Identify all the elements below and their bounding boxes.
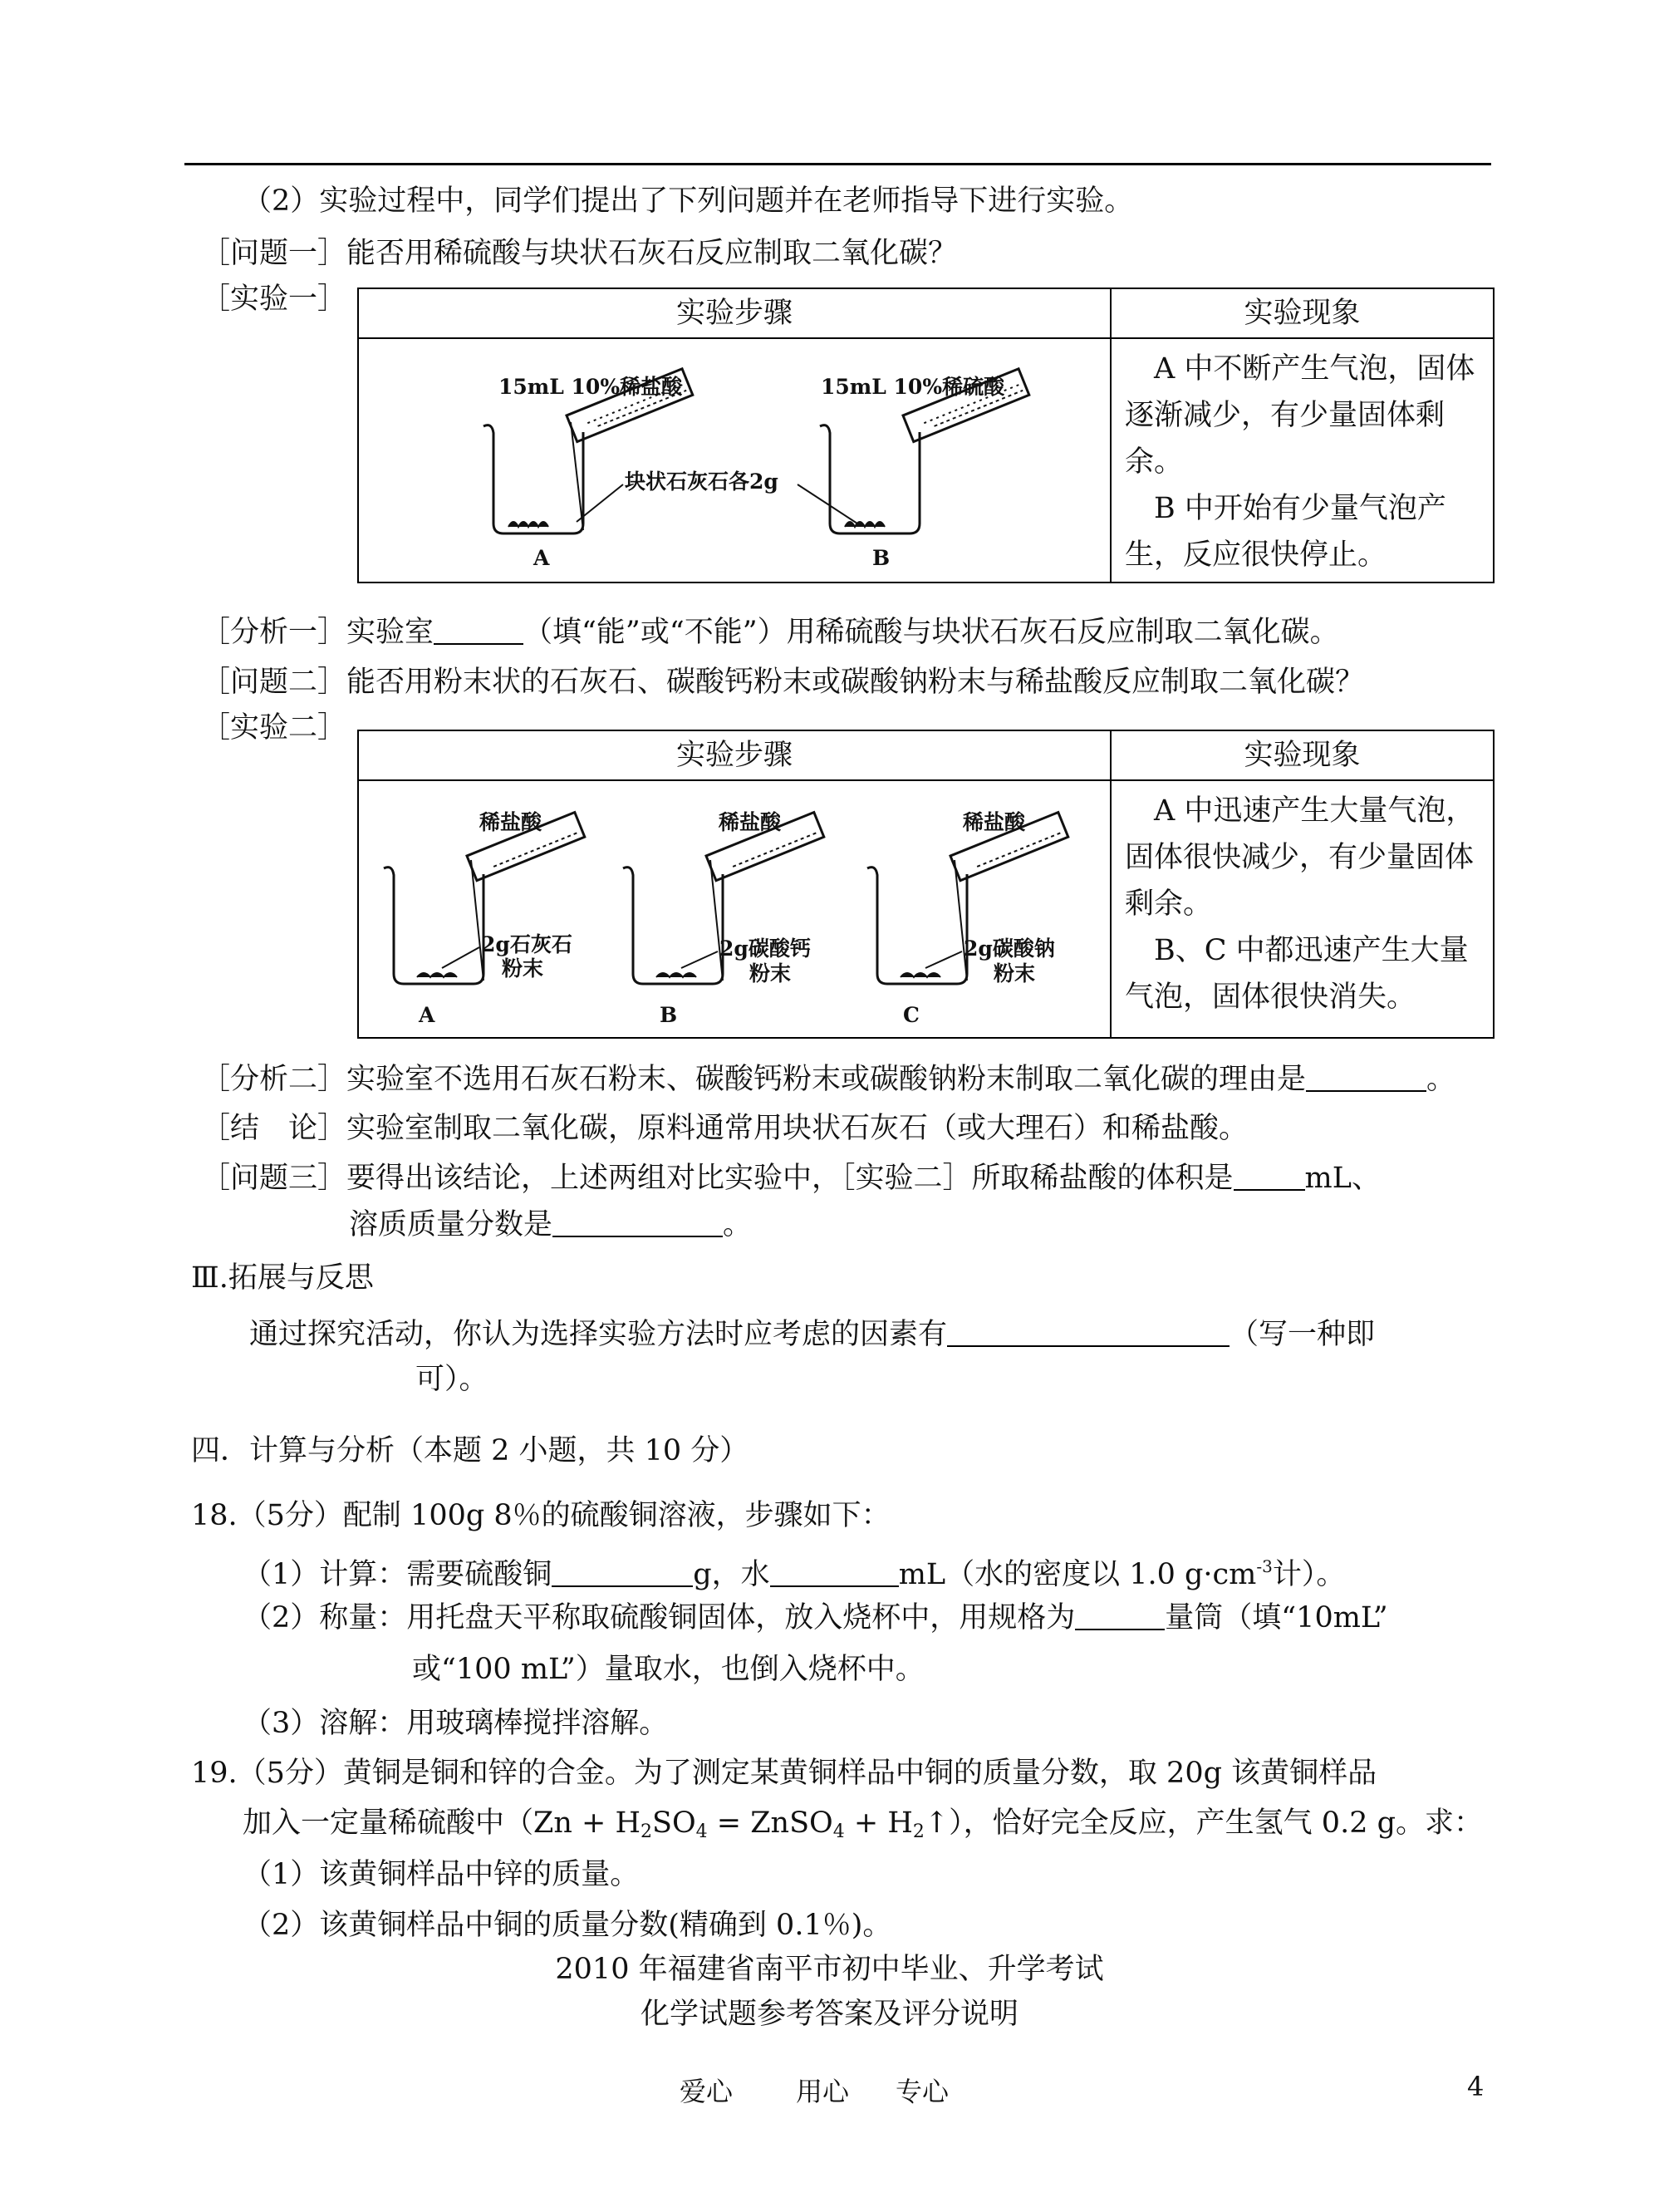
exp2-header-steps: 实验步骤 [358,730,1111,780]
exp2-steps-cell [358,780,1111,1038]
exp1-observation-b: B 中开始有少量气泡产生，反应很快停止。 [1125,492,1446,572]
exp2-acid-c: 稀盐酸 [963,810,1026,834]
section-three-title: Ⅲ.拓展与反思 [191,1261,374,1295]
beaker-a-icon [483,425,583,533]
question-two [201,662,1364,702]
q19-sub1: 2 [640,1821,652,1842]
page-number: 4 [1467,2071,1485,2102]
exp2-label-c: C [903,1003,920,1027]
question-three-line2-text: 溶质质量分数是 [349,1208,553,1241]
exp2-label-b: B [660,1003,678,1027]
beaker-b-icon [820,425,920,533]
beaker-b-icon [623,868,723,984]
volume-blank[interactable] [1234,1164,1305,1191]
exp1-label-acid-a: 15mL 10%稀盐酸 [498,375,683,399]
question-two-text: 能否用粉末状的石灰石、碳酸钙粉末或碳酸钠粉末与稀盐酸反应制取二氧化碳？ [346,666,1365,699]
question-one [201,233,957,273]
section-three-tail: （写一种即 [1230,1318,1376,1351]
q19-sub2: 4 [695,1821,708,1842]
experiment-one-table [357,288,1495,583]
experiment-two-tag: ［实验二］ [201,711,347,745]
exp1-observations-cell [1111,338,1494,582]
exp2-solid-b-line2: 粉末 [749,961,792,986]
q18-step2-post: 量筒（填“10mL” [1165,1601,1388,1634]
exp2-solid-a-line2: 粉末 [502,956,544,981]
exp1-steps-cell [358,338,1111,582]
analysis-one-pre: 实验室 [346,616,434,649]
q19-head: 19.（5分）黄铜是铜和锌的合金。为了测定某黄铜样品中铜的质量分数，取 20g 该黄铜样品 [191,1757,1377,1790]
experiment-one-tag: ［实验一］ [201,283,347,316]
question-one-text: 能否用稀硫酸与块状石灰石反应制取二氧化碳？ [346,237,958,270]
q19-eq-b: SO [651,1806,696,1840]
section-three-line1 [249,1315,1375,1354]
q19-eq-d: + H [844,1806,913,1840]
exp1-label-b: B [872,546,891,570]
q19-eq-c: = ZnSO [707,1806,833,1840]
exp2-observation-bc: B、C 中都迅速产生大量气泡，固体很快消失。 [1125,934,1469,1014]
q18-step1-pre: （1）计算：需要硫酸铜 [243,1558,552,1591]
mass-fraction-blank[interactable] [552,1211,723,1237]
analysis-two-end: 。 [1426,1063,1456,1096]
q19-eq-a: 加入一定量稀硫酸中（Zn + H [243,1806,641,1840]
exp2-header-observations: 实验现象 [1111,730,1494,780]
exp2-observations-cell [1111,780,1494,1038]
exp1-label-acid-b: 15mL 10%稀硫酸 [821,375,1005,399]
q19-eq-e: ↑），恰好完全反应，产生氢气 0.2 g。求： [924,1806,1484,1840]
q18-step1-sup: -3 [1256,1556,1273,1576]
exp2-apparatus-figure [359,781,1110,1037]
section-three-text: 通过探究活动，你认为选择实验方法时应考虑的因素有 [249,1318,948,1351]
q18-step1-post: mL（水的密度以 1.0 g·cm [898,1558,1257,1591]
cylinder-blank[interactable] [1075,1604,1165,1630]
analysis-one [201,612,1339,652]
q18-step2 [243,1598,1388,1638]
q18-step1-mid: g，水 [693,1558,770,1591]
exp1-apparatus-figure [359,339,1110,582]
exp2-solid-b-line1: 2g碳酸钙 [719,936,811,961]
exp2-solid-a-line1: 2g石灰石 [481,932,572,956]
analysis-two-tag: ［分析二］ [201,1063,347,1096]
exp2-label-a: A [419,1003,435,1027]
analysis-two-blank[interactable] [1306,1065,1426,1092]
exp1-observation-a: A 中不断产生气泡，固体逐渐减少，有少量固体剩余。 [1125,352,1475,479]
question-three-tag: ［问题三］ [201,1162,347,1195]
intro-line: （2）实验过程中，同学们提出了下列问题并在老师指导下进行实验。 [243,184,1134,218]
section-four-title: 四．计算与分析（本题 2 小题，共 10 分） [191,1434,749,1467]
q18-step2-pre: （2）称量：用托盘天平称取硫酸铜固体，放入烧杯中，用规格为 [243,1601,1076,1634]
q19-line2 [243,1803,1483,1852]
exp1-label-solid: 块状石灰石各2g [625,469,778,494]
analysis-one-post: （填“能”或“不能”）用稀硫酸与块状石灰石反应制取二氧化碳。 [523,616,1339,649]
water-blank[interactable] [770,1561,899,1587]
exp2-acid-a: 稀盐酸 [479,810,542,834]
question-three-line1 [201,1158,1381,1198]
analysis-one-tag: ［分析一］ [201,616,347,649]
exp2-solid-c-line2: 粉末 [994,961,1036,986]
footer-motto [680,2071,949,2109]
section-three-line2: 可）。 [415,1363,488,1396]
factor-blank[interactable] [947,1320,1230,1347]
question-three-text: 要得出该结论，上述两组对比实验中，［实验二］所取稀盐酸的体积是 [346,1162,1234,1195]
exp2-observation-a: A 中迅速产生大量气泡，固体很快减少，有少量固体剩余。 [1125,794,1475,921]
beaker-a-icon [384,868,483,984]
analysis-two [201,1059,1455,1099]
q18-step1-end: 计）。 [1272,1558,1346,1591]
q19-sub3: 4 [832,1821,845,1842]
exp2-acid-b: 稀盐酸 [719,810,782,834]
question-one-tag: ［问题一］ [201,237,347,270]
exp1-label-a: A [533,546,550,570]
answers-title-line2: 化学试题参考答案及评分说明 [640,1998,1018,2031]
beaker-c-icon [867,868,967,984]
header-rule [184,163,1491,165]
conclusion-tag: ［结 论］ [201,1112,347,1145]
answers-title-line1: 2010 年福建省南平市初中毕业、升学考试 [555,1953,1104,1986]
copper-sulfate-blank[interactable] [552,1561,693,1587]
q18-head: 18.（5分）配制 100g 8％的硫酸铜溶液，步骤如下： [191,1499,891,1532]
footer-motto-1: 爱心 [680,2076,734,2107]
question-three-line2-end: 。 [723,1208,753,1241]
question-two-tag: ［问题二］ [201,666,347,699]
analysis-two-text: 实验室不选用石灰石粉末、碳酸钙粉末或碳酸钠粉末制取二氧化碳的理由是 [346,1063,1307,1096]
experiment-two-table [357,730,1495,1039]
q19-part2: （2）该黄铜样品中铜的质量分数(精确到 0.1％)。 [243,1909,892,1942]
analysis-one-blank[interactable] [434,618,523,645]
conclusion-text: 实验室制取二氧化碳，原料通常用块状石灰石（或大理石）和稀盐酸。 [346,1112,1249,1145]
q18-step3: （3）溶解：用玻璃棒搅拌溶解。 [243,1707,669,1740]
footer-motto-3: 专心 [896,2076,950,2107]
exp2-solid-c-line1: 2g碳酸钠 [964,936,1055,961]
conclusion [201,1108,1248,1148]
exp1-header-observations: 实验现象 [1111,288,1494,338]
question-three-unit: mL、 [1304,1162,1381,1195]
q19-part1: （1）该黄铜样品中锌的质量。 [243,1858,640,1891]
q18-step2-line2: 或“100 mL”）量取水，也倒入烧杯中。 [412,1653,925,1686]
footer-motto-2: 用心 [796,2076,850,2107]
exp1-header-steps: 实验步骤 [358,288,1111,338]
q18-step1 [243,1546,1345,1595]
question-three-line2 [349,1205,752,1245]
q19-sub4: 2 [912,1821,925,1842]
